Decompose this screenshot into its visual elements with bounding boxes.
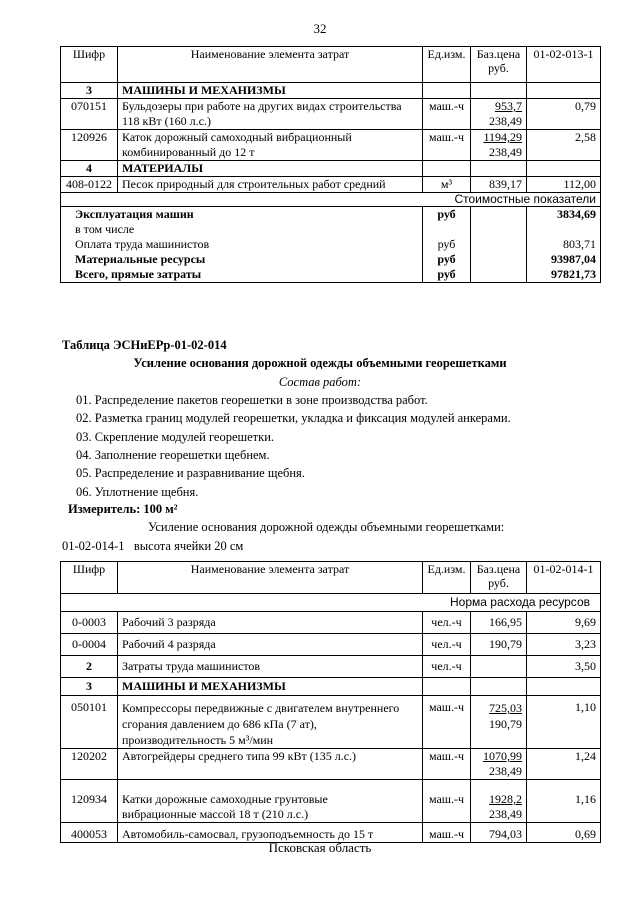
col-code-header: Шифр	[61, 47, 118, 83]
row-price-labor: 238,49	[489, 145, 522, 159]
work-item: 05. Распределение и разравнивание щебня.	[76, 466, 305, 480]
summary-value: 97821,73	[527, 267, 601, 283]
row-price: 1928,2	[489, 792, 522, 806]
row-name: Автогрейдеры среднего типа 99 кВт (135 л.с.)	[118, 749, 423, 780]
row-unit: маш.-ч	[423, 130, 471, 161]
summary-label: Материальные ресурсы	[61, 252, 423, 267]
row-price: 839,17	[471, 177, 527, 193]
table-title: Таблица ЭСНиЕРр-01-02-014	[62, 338, 227, 352]
row-value: 1,10	[527, 696, 601, 749]
row-value: 0,79	[527, 99, 601, 130]
summary-row	[61, 207, 601, 223]
row-unit: маш.-ч	[423, 749, 471, 780]
variant-line	[62, 539, 243, 554]
summary-label: Эксплуатация машин	[61, 207, 423, 223]
row-name: Бульдозеры при работе на других видах строительства 118 кВт (160 л.с.)	[118, 99, 423, 130]
row-name: Автомобиль-самосвал, грузоподъемность до 15 т	[118, 823, 423, 843]
row-code: 0-0003	[61, 612, 118, 634]
section-title: МАТЕРИАЛЫ	[118, 161, 423, 177]
section-number: 3	[61, 678, 118, 696]
resource-table-1	[60, 46, 601, 283]
row-unit: маш.-ч	[423, 99, 471, 130]
summary-unit: руб	[423, 267, 471, 283]
row-name: Затраты труда машинистов	[118, 656, 423, 678]
summary-label: Всего, прямые затраты	[61, 267, 423, 283]
row-code: 120934	[61, 780, 118, 823]
col-unit-header: Ед.изм.	[423, 562, 471, 594]
table-header-row	[61, 47, 601, 83]
row-name: Рабочий 4 разряда	[118, 634, 423, 656]
summary-label: Оплата труда машинистов	[61, 237, 423, 252]
page-number: 32	[313, 21, 327, 36]
resource-table-2	[60, 561, 601, 843]
row-code: 050101	[61, 696, 118, 749]
works-heading: Состав работ:	[278, 375, 362, 389]
col-price-header: Баз.цена руб.	[471, 562, 527, 594]
col-price-header: Баз.цена руб.	[471, 47, 527, 83]
row-unit: м³	[423, 177, 471, 193]
summary-row	[61, 267, 601, 283]
summary-label: в том числе	[61, 222, 423, 237]
section-row	[61, 161, 601, 177]
col-norm-header: 01-02-013-1	[527, 47, 601, 83]
row-name: Песок природный для строительных работ средний	[118, 177, 423, 193]
work-item: 03. Скрепление модулей георешетки.	[76, 430, 275, 444]
row-price-labor: 238,49	[489, 764, 522, 778]
summary-row	[61, 252, 601, 267]
table-row	[61, 749, 601, 780]
table-row	[61, 634, 601, 656]
row-price: 725,03	[489, 701, 522, 715]
cost-header-row	[61, 193, 601, 207]
row-unit: чел.-ч	[423, 612, 471, 634]
summary-row	[61, 237, 601, 252]
row-price-labor: 190,79	[489, 717, 522, 731]
summary-value: 3834,69	[527, 207, 601, 223]
row-unit: маш.-ч	[423, 696, 471, 749]
row-code: 120926	[61, 130, 118, 161]
table-row	[61, 696, 601, 749]
row-unit: маш.-ч	[423, 823, 471, 843]
col-norm-header: 01-02-014-1	[527, 562, 601, 594]
row-code: 0-0004	[61, 634, 118, 656]
row-name-cont: вибрационные массой 18 т (210 л.с.)	[122, 807, 309, 821]
table-row	[61, 656, 601, 678]
col-code-header: Шифр	[61, 562, 118, 594]
variant-code: 01-02-014-1	[62, 539, 125, 553]
row-value: 2,58	[527, 130, 601, 161]
row-name: Катки дорожные самоходные грунтовые	[122, 792, 328, 806]
table-header-row	[61, 562, 601, 594]
norm-header-row	[61, 594, 601, 612]
row-value: 3,23	[527, 634, 601, 656]
row-value: 3,50	[527, 656, 601, 678]
table-row	[61, 130, 601, 161]
col-unit-header: Ед.изм.	[423, 47, 471, 83]
description: Усиление основания дорожной одежды объемными георешетками:	[148, 520, 505, 534]
summary-value: 93987,04	[527, 252, 601, 267]
cost-header: Стоимостные показатели	[61, 193, 601, 207]
row-name-cont: сгорания давлением до 686 кПа (7 ат),	[122, 717, 317, 731]
row-price: 166,95	[471, 612, 527, 634]
measurer: Измеритель: 100 м²	[68, 502, 178, 516]
summary-row	[61, 222, 601, 237]
footer-region: Псковская область	[268, 840, 372, 855]
row-price: 1070,99	[483, 749, 522, 763]
row-code: 120202	[61, 749, 118, 780]
row-name: Компрессоры передвижные с двигателем внутреннего	[122, 701, 400, 715]
row-value: 9,69	[527, 612, 601, 634]
section-row	[61, 678, 601, 696]
variant-text: высота ячейки 20 см	[133, 539, 244, 553]
row-unit: чел.-ч	[423, 656, 471, 678]
work-item: 04. Заполнение георешетки щебнем.	[76, 448, 270, 462]
row-code: 400053	[61, 823, 118, 843]
section-title: МАШИНЫ И МЕХАНИЗМЫ	[118, 83, 423, 99]
work-item: 02. Разметка границ модулей георешетки, укладка и фиксация модулей анкерами.	[76, 411, 511, 425]
work-item: 06. Уплотнение щебня.	[76, 485, 199, 499]
row-unit: маш.-ч	[423, 780, 471, 823]
row-code: 070151	[61, 99, 118, 130]
row-price: 190,79	[471, 634, 527, 656]
subtitle: Усиление основания дорожной одежды объемными георешетками	[133, 356, 507, 370]
section-row	[61, 83, 601, 99]
summary-value: 803,71	[527, 237, 601, 252]
summary-unit: руб	[423, 237, 471, 252]
table-row	[61, 780, 601, 823]
row-name-cont: производительность 5 м³/мин	[122, 733, 274, 747]
row-price: 794,03	[471, 823, 527, 843]
section-title: МАШИНЫ И МЕХАНИЗМЫ	[118, 678, 423, 696]
section-number: 3	[61, 83, 118, 99]
row-price: 953,7	[495, 99, 522, 113]
row-price: 1194,29	[483, 130, 522, 144]
summary-unit: руб	[423, 207, 471, 223]
row-name: Рабочий 3 разряда	[118, 612, 423, 634]
table-row	[61, 177, 601, 193]
table-row	[61, 612, 601, 634]
section-number: 4	[61, 161, 118, 177]
row-price-labor: 238,49	[489, 807, 522, 821]
col-name-header: Наименование элемента затрат	[118, 562, 423, 594]
col-name-header: Наименование элемента затрат	[118, 47, 423, 83]
row-unit: чел.-ч	[423, 634, 471, 656]
row-price-labor: 238,49	[489, 114, 522, 128]
row-value: 112,00	[527, 177, 601, 193]
norm-header: Норма расхода ресурсов	[61, 594, 601, 612]
row-code: 408-0122	[61, 177, 118, 193]
row-name: Каток дорожный самоходный вибрационный комбинированный до 12 т	[118, 130, 423, 161]
row-value: 0,69	[527, 823, 601, 843]
row-value: 1,16	[527, 780, 601, 823]
table-row	[61, 99, 601, 130]
summary-unit: руб	[423, 252, 471, 267]
row-code: 2	[61, 656, 118, 678]
row-value: 1,24	[527, 749, 601, 780]
work-item: 01. Распределение пакетов георешетки в зоне производства работ.	[76, 393, 428, 407]
